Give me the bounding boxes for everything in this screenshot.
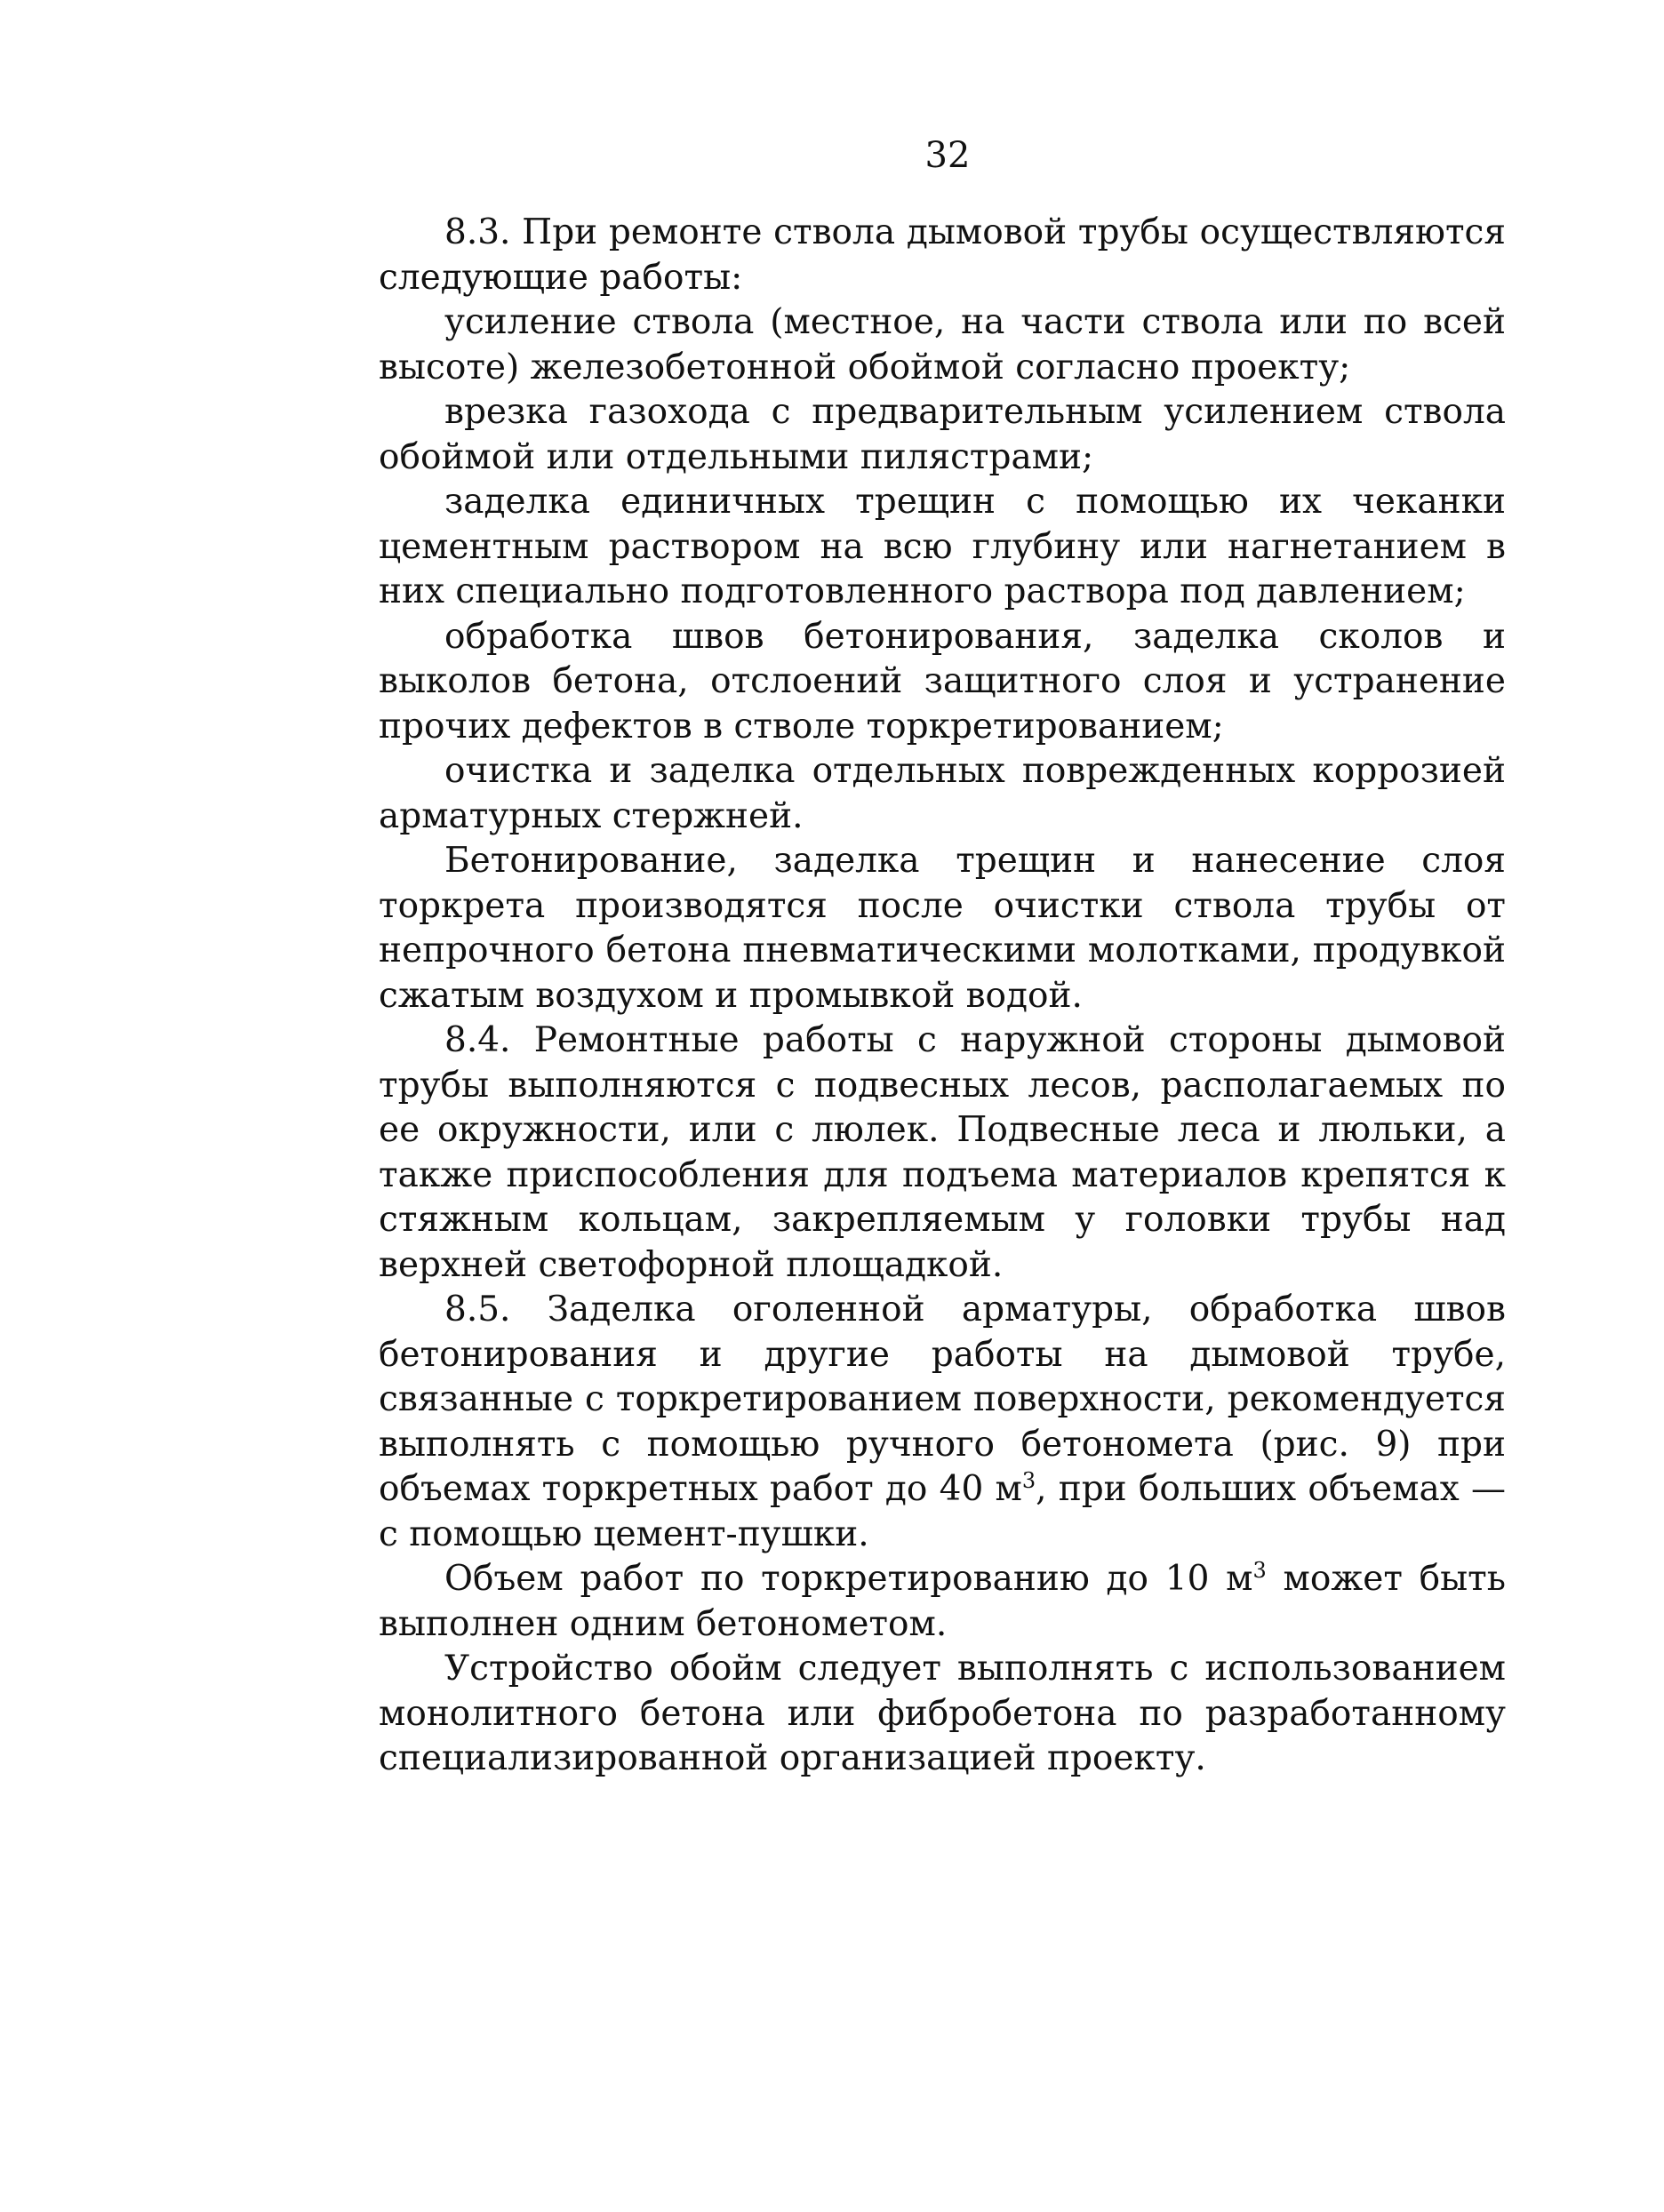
list-item-flue-insertion: врезка газохода с предварительным усилением ствола обоймой или отдельными пилястрами; — [379, 392, 1506, 477]
paragraph-8-4: 8.4. Ремонтные работы с наружной стороны дымовой трубы выполняются с подвесных лесов, располагаемых по ее окружности, или с люлек. Подвесные леса и люльки, а также приспособления для подъема материалов крепятся к стяжным кольцам, закрепляемым у головки трубы над верхней светофорной площадкой. — [379, 1020, 1506, 1285]
list-item-crack-sealing: заделка единичных трещин с помощью их чеканки цементным раствором на всю глубину или нагнетанием в них специально подготовленного раствора под давлением; — [379, 482, 1506, 611]
list-item-joint-treatment: обработка швов бетонирования, заделка сколов и выколов бетона, отслоений защитного слоя и устранение прочих дефектов в стволе торкретированием; — [379, 616, 1506, 747]
superscript-cubic: 3 — [1252, 1558, 1267, 1583]
list-item-strengthening: усиление ствола (местное, на части ствола или по всей высоте) железобетонной обоймой согласно проекту; — [379, 302, 1506, 387]
paragraph-8-5 — [379, 1288, 1506, 1557]
paragraph-8-5-text-end: , при больших объемах — с помощью цемент-пушки. — [379, 1469, 1506, 1554]
paragraph-8-5-text: 8.5. Заделка оголенной арматуры, обработка швов бетонирования и другие работы на дымовой трубе, связанные с торкретированием поверхности, рекомендуется выполнять с помощью ручного бетонометa (рис. 9) при объемах торкретных работ до 40 м — [379, 1290, 1506, 1509]
paragraph-concreting: Бетонирование, заделка трещин и нанесение слоя торкрета производятся после очистки ствола трубы от непрочного бетона пневматическими молотками, продувкой сжатым воздухом и промывкой водой. — [379, 841, 1506, 1016]
list-item-rebar-cleaning: очистка и заделка отдельных поврежденных коррозией арматурных стержней. — [379, 751, 1506, 836]
paragraph-volume-text: Объем работ по торкретированию до 10 м — [444, 1559, 1253, 1599]
page-number: 32 — [924, 135, 971, 176]
paragraph-jacket-construction: Устройство обойм следует выполнять с использованием монолитного бетона или фибробетона по разработанному специализированной организацией проекту. — [379, 1649, 1506, 1778]
document-body — [379, 211, 1506, 1782]
paragraph-8-3: 8.3. При ремонте ствола дымовой трубы осуществляются следующие работы: — [379, 212, 1506, 298]
paragraph-volume-text-end: может быть выполнен одним бетонометом. — [379, 1559, 1506, 1644]
paragraph-volume — [379, 1557, 1506, 1647]
superscript-cubic: 3 — [1021, 1468, 1036, 1493]
